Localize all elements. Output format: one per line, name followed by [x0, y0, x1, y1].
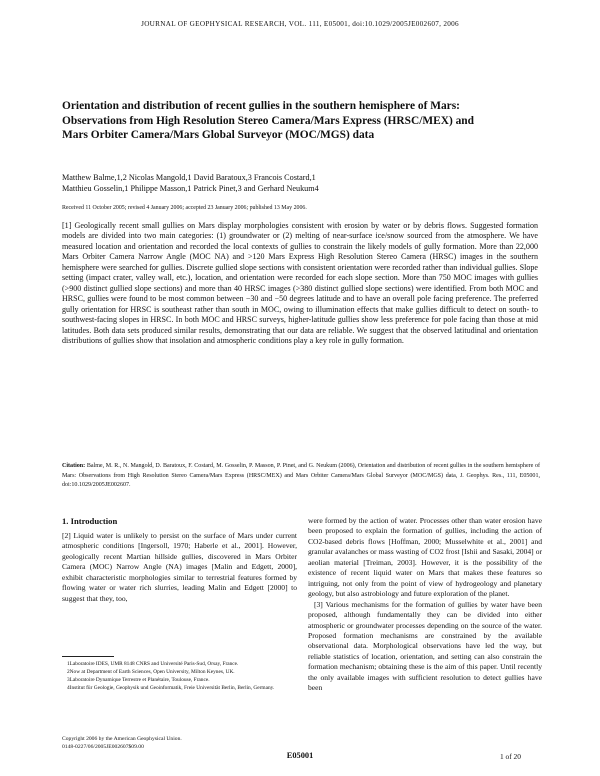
citation-text: Balme, M. R., N. Mangold, D. Baratoux, F. Costard, M. Gosselin, P. Masson, P. Pinet, and G. Neukum (2006), Orientation and distribution of recent gullies in the southern hemisphere of Mars: Observations from High Resolution Stereo Camera/Mars Express (HRSC/MEX) and Mars Orbiter Camera/Mars Global Surveyor (MOC/MGS) data, J. Geophys. Res., 111, E05001, doi:10.1029/2005JE002607.	[62, 463, 541, 489]
intro-paragraph: were formed by the action of water. Processes other than water erosion have been proposed to explain the formation of gullies, including the action of CO2-based debris flows [Hoffman, 2000; Musselwhite et al., 2001] and granular avalanches or mass wasting of CO2 frost [Ishii and Sasaki, 2004] or aeolian material [Treiman, 2003]. However, it is the possibility of the existence of recent liquid water on Mars that makes these features so intriguing, not only from the point of view of hydrogeology and planetary geology, but also astrobiology and future exploration of the planet.	[308, 516, 542, 599]
author-line: Matthieu Gosselin,1 Philippe Masson,1 Patrick Pinet,3 and Gerhard Neukum4	[62, 184, 319, 194]
copyright-notice	[62, 735, 297, 751]
intro-right-column	[308, 516, 542, 694]
footnote-divider	[62, 656, 114, 657]
running-head: JOURNAL OF GEOPHYSICAL RESEARCH, VOL. 111, E05001, doi:10.1029/2005JE002607, 2006	[141, 20, 459, 28]
abstract	[62, 221, 538, 346]
footnote-item: 3Laboratoire Dynamique Terrestre et Planétaire, Toulouse, France.	[67, 677, 210, 684]
footnote-item: 1Laboratoire IDES, UMR 8148 CNRS and Université Paris-Sud, Orsay, France.	[67, 661, 239, 667]
paragraph-marker: [1]	[62, 221, 72, 230]
page-number: 1 of 20	[500, 752, 521, 761]
article-id: E05001	[286, 751, 314, 760]
footnote-item: 4Institut für Geologie, Geophysik und Geoinformatik, Freie Universität Berlin, Berlin, Germany.	[67, 685, 275, 692]
footnote-item: 2Now at Department of Earth Sciences, Open University, Milton Keynes, UK.	[67, 669, 235, 676]
citation	[62, 462, 540, 491]
citation-label: Citation:	[62, 463, 86, 469]
section-heading: 1. Introduction	[62, 516, 118, 526]
affiliation-footnotes	[62, 660, 297, 692]
received-dates: Received 11 October 2005; revised 4 January 2006; accepted 23 January 2006; published 13 May 2006.	[62, 205, 307, 211]
intro-paragraph: [3] Various mechanisms for the formation of gullies by water have been proposed, although fundamentally they can be divided into either atmospheric or groundwater processes depending on the source of the water. Proposed formation mechanisms are constrained by the available observational data. Morphological observations have led the way, but reliable statistics of location, orientation, and setting can also constrain the formation mechanism; obtaining these is the aim of this paper. Until recently the only available images with sufficient resolution to detect gullies have been	[308, 599, 542, 693]
abstract-text: Geologically recent small gullies on Mars display morphologies consistent with erosion by water or by debris flows. Suggested formation models are divided into two main categories: (1) groundwater or (2) melting of near-surface ice/snow sourced from the atmosphere. We have measured location and orientation and recorded the local contexts of gullies to constrain the likely models of gully formation. More than 22,000 Mars Orbiter Camera Narrow Angle (MOC NA) and >120 Mars Express High Resolution Stereo Camera (HRSC) images in the southern hemisphere were searched for gullies. Discrete gullied slope sections with consistent orientation were recorded rather than individual gullies. Slope setting (impact crater, valley wall, etc.), location, and orientation were recorded for each slope section. More than 750 MOC images with gullies (>900 distinct gullied slope sections) and more than 40 HRSC images (>380 distinct gullied slope sections) were identified. From both MOC and HRSC, gullies were found to be most common between −30 and −50 degrees latitude and to have an overall pole facing preference. The preferred gully orientation for HRSC is southeast rather than south in MOC, owing to illumination effects that make gullies difficult to detect on south- to southwest-facing slopes in HRSC. In both MOC and HRSC surveys, higher-latitude gullies show less preference for pole facing than those at mid latitudes. Both data sets produced similar results, demonstrating that our data are reliable. We suggest that the observed latitudinal and orientation distributions of gullies show that insolation and atmospheric conditions play a key role in gully formation.	[62, 221, 538, 345]
author-line: Matthew Balme,1,2 Nicolas Mangold,1 David Baratoux,3 Francois Costard,1	[62, 173, 316, 182]
author-list	[62, 172, 502, 195]
copyright-line: Copyright 2006 by the American Geophysical Union.	[62, 736, 182, 742]
article-title: Orientation and distribution of recent gullies in the southern hemisphere of Mars: Observations from High Resolution Stereo Camera/Mars Express (HRSC/MEX) and Mars Orbiter Camera/Mars Global Surveyor (MOC/MGS) data	[62, 100, 474, 141]
copyright-line: 0148-0227/06/2005JE002607$09.00	[62, 744, 144, 751]
intro-left-column: [2] Liquid water is unlikely to persist on the surface of Mars under current atmospheric conditions [Ingersoll, 1970; Haberle et al., 2001]. However, geologically recent Martian hillside gullies, discovered in Mars Orbiter Camera (MOC) Narrow Angle (NA) images [Malin and Edgett, 2000], exhibit characteristic morphologies similar to terrestrial features formed by flowing water or water rich slurries, leading Malin and Edgett [2000] to suggest that they, too,	[62, 531, 297, 603]
